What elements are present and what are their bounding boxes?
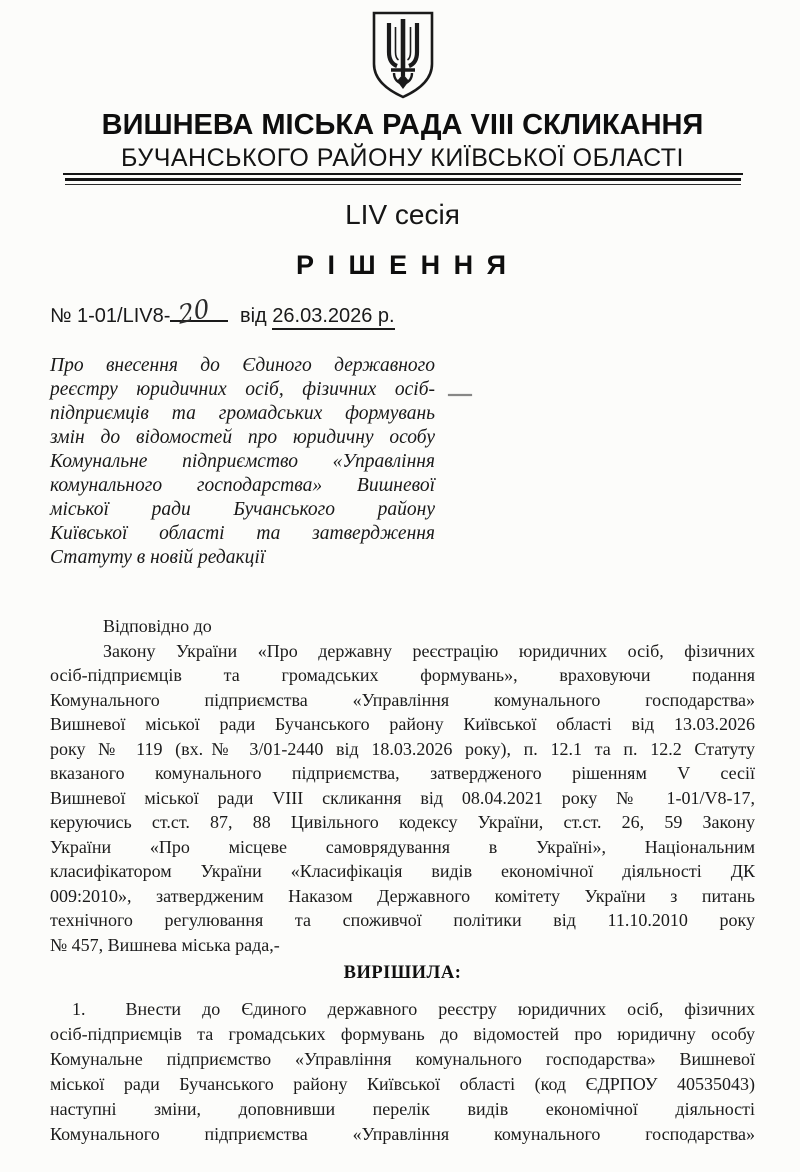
subject-line: підприємців та громадських формувань [50,403,435,424]
resolution-item-1 [50,997,755,1147]
subject-line: реєстру юридичних осіб, фізичних осіб- [50,379,435,400]
preamble-intro-line: Відповідно до [103,616,212,636]
item-line: осіб-підприємців та громадських формувань до відомостей про юридичну особу [50,1024,755,1044]
item-number: 1. [72,999,86,1019]
preamble-line: технічного регулювання та споживчої політики від 11.10.2010 року [50,910,755,930]
preamble-line: Вишневої міської ради Бучанського району Київської області від 13.03.2026 [50,714,755,734]
subject-paragraph [50,354,435,570]
preamble-paragraph [50,614,755,957]
preamble-line: осіб-підприємців та громадських формувань», враховуючи подання [50,665,755,685]
document-number-line [50,293,755,330]
handwritten-number: 20 [176,293,212,330]
document-type-title: Р І Ш Е Н Н Я [295,250,510,280]
document-number-prefix: № 1-01/LIV8- [50,305,171,327]
preamble-line: Комунального підприємства «Управління комунального господарства» [50,689,755,710]
letterhead [50,10,755,185]
preamble-line: Закону України «Про державну реєстрацію юридичних осіб, фізичних [103,640,755,661]
item-line: міської ради Бучанського району Київської області (код ЄДРПОУ 40535043) [50,1074,755,1094]
preamble-line: № 457, Вишнева міська рада,- [50,934,280,955]
number-blank-field [170,293,228,330]
item-line: Комунальне підприємство «Управління комунального господарства» Вишневої [50,1049,755,1069]
date-label: від [239,305,267,327]
ukrainian-trident-emblem-icon [370,10,436,100]
preamble-line: вказаного комунального підприємства, затвердженого рішенням V сесії [50,763,755,783]
preamble-line: класифікатором України «Класифікація видів економічної діяльності ДК [50,861,755,881]
subject-line: міської ради Бучанського району [50,499,435,520]
subject-line: Комунальне підприємство «Управління [50,451,435,472]
scan-artifact-mark [448,394,472,396]
resolved-heading: ВИРІШИЛА: [343,963,462,983]
subject-line: змін до відомостей про юридичну особу [50,427,435,448]
document-date: 26.03.2026 р. [272,305,394,330]
session-title: LIV сесія [345,199,460,230]
subject-line: Про внесення до Єдиного державного [50,355,435,376]
item-line: наступні зміни, доповнивши перелік видів економічної діяльності [50,1099,755,1119]
letterhead-divider [65,178,741,185]
subject-line: комунального господарства» Вишневої [50,475,435,496]
item-line [50,997,755,1022]
preamble-line: України «Про місцеве самоврядування в Україні», Національним [50,836,755,857]
preamble-line: Вишневої міської ради VIII скликання від 08.04.2021 року № 1-01/V8-17, [50,787,755,808]
subject-line: Київської області та затвердження [50,523,435,544]
item-line: Комунального підприємства «Управління комунального господарства» [50,1124,755,1144]
preamble-line: року № 119 (вх.№ 3/01-2440 від 18.03.2026 року), п. 12.1 та п. 12.2 Статуту [50,738,755,759]
item-text: Внести до Єдиного державного реєстру юридичних осіб, фізичних [125,999,755,1019]
council-region-underline [63,144,743,175]
preamble-line: 009:2010», затвердженим Наказом Державного комітету України з питань [50,885,755,906]
subject-line: Статуту в новій редакції [50,547,266,568]
preamble-line: керуючись ст.ст. 87, 88 Цивільного кодексу України, ст.ст. 26, 59 Закону [50,812,755,832]
council-name-title: ВИШНЕВА МІСЬКА РАДА VIII СКЛИКАННЯ [101,109,704,141]
council-region-title: БУЧАНСЬКОГО РАЙОНУ КИЇВСЬКОЇ ОБЛАСТІ [120,144,685,172]
